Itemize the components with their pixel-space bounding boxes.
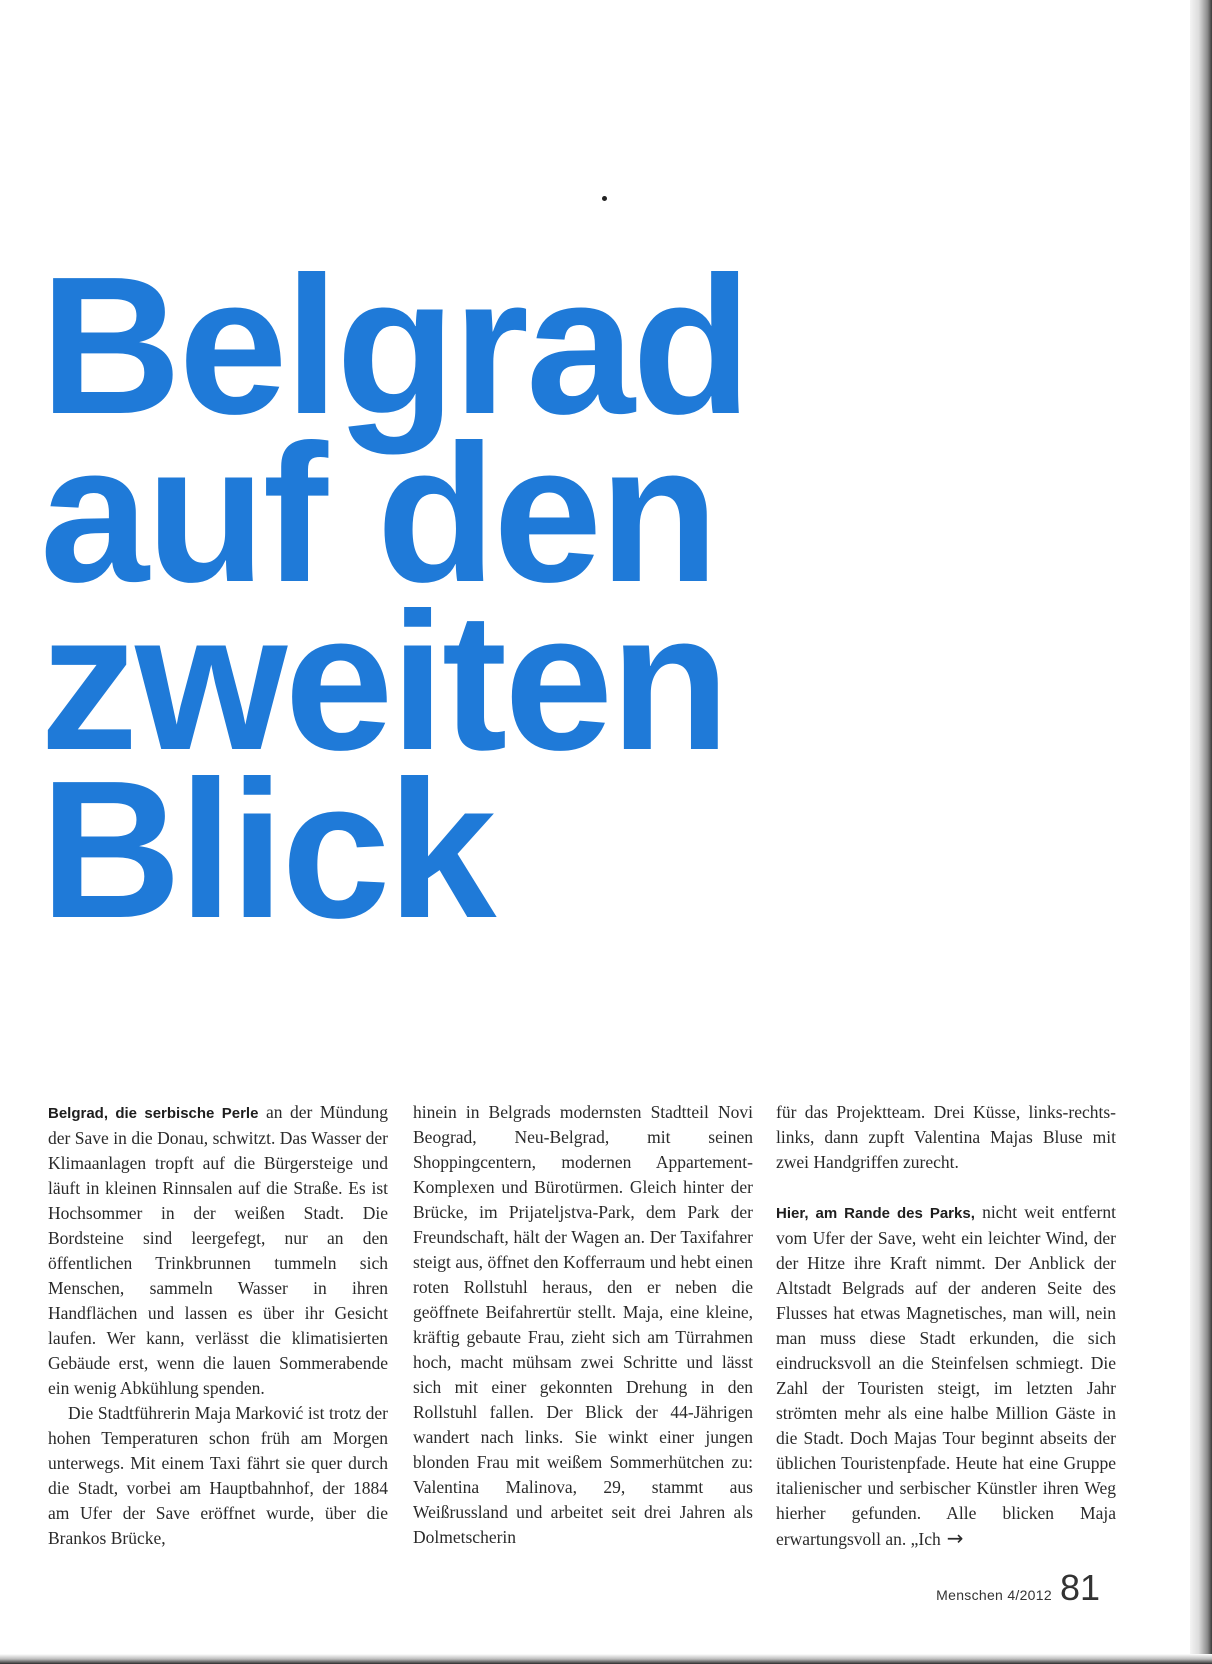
paragraph-text: nicht weit entfernt vom Ufer der Save, weht ein leichter Wind, der der Hitze ihre Kraft nimmt. Der Anblick der Altstadt Belgrads auf der anderen Seite des Flusses hat etwas Magnetisches, man will, nein man muss diese Stadt erkunden, die sich eindrucksvoll an die Steinfelsen schmiegt. Die Zahl der Touristen steigt, im letzten Jahr strömten mehr als eine halbe Million Gäste in die Stadt. Doch Majas Tour beginnt abseits der üblichen Touristenpfade. Heute hat eine Gruppe italienischer und serbischer Künstler ihren Weg hierher gefunden. Alle blicken Maja erwartungsvoll an. „Ich bbox=[776, 1202, 1116, 1549]
article-column-3 bbox=[776, 1100, 1116, 1552]
article-paragraph: für das Projektteam. Drei Küsse, links-rechts-links, dann zupft Valentina Majas Bluse mit zwei Handgriffen zurecht. bbox=[776, 1102, 1116, 1172]
page-edge-shadow-bottom bbox=[0, 1654, 1212, 1664]
headline-line-3: zweiten bbox=[40, 572, 727, 791]
paragraph-lead-in: Hier, am Rande des Parks, bbox=[776, 1205, 975, 1222]
article-body bbox=[48, 1100, 1116, 1570]
print-speck bbox=[602, 196, 607, 201]
article-paragraph: hinein in Belgrads modernsten Stadtteil Novi Beograd, Neu-Belgrad, mit seinen Shoppingcentern, modernen Appartement-Komplexen und Bürotürmen. Gleich hinter der Brücke, im Prijateljstva-Park, dem Park der Freundschaft, hält der Wagen an. Der Taxifahrer steigt aus, öffnet den Kofferraum und hebt einen roten Rollstuhl heraus, den er neben die geöffnete Beifahrertür stellt. Maja, eine kleine, kräftig gebaute Frau, zieht sich am Türrahmen hoch, macht mühsam zwei Schritte und lässt sich mit einer gekonnten Drehung in den Rollstuhl fallen. Der Blick der 44-Jährigen wandert nach links. Sie winkt einer jungen blonden Frau mit weißem Sommerhütchen zu: Valentina Malinova, 29, stammt aus Weißrussland und arbeitet seit drei Jahren als Dolmetscherin bbox=[413, 1102, 753, 1547]
headline-line-1: Belgrad bbox=[40, 236, 749, 455]
issue-label: Menschen 4/2012 bbox=[936, 1587, 1052, 1603]
headline-line-2: auf den bbox=[40, 404, 716, 623]
page-edge-shadow-right bbox=[1190, 0, 1212, 1664]
page-number: 81 bbox=[1059, 1567, 1100, 1608]
article-column-2 bbox=[413, 1100, 753, 1550]
article-column-1 bbox=[48, 1100, 388, 1551]
paragraph-lead-in: Belgrad, die serbische Perle bbox=[48, 1105, 259, 1122]
arrow-right-icon: → bbox=[946, 1526, 964, 1550]
headline-line-4: Blick bbox=[40, 740, 494, 959]
page-footer bbox=[936, 1567, 1100, 1608]
paragraph-text: an der Mündung der Save in die Donau, schwitzt. Das Wasser der Klimaanlagen tropft auf die Bürgersteige und läuft in kleinen Rinnsalen auf die Straße. Es ist Hochsommer in der weißen Stadt. Die Bordsteine sind leergefegt, nur an den öffentlichen Trinkbrunnen tummeln sich Menschen, sammeln Wasser in ihren Handflächen und lassen es über ihr Gesicht laufen. Wer kann, verlässt die klimatisierten Gebäude erst, wenn die lauen Sommerabende ein wenig Abkühlung spenden. bbox=[48, 1102, 388, 1398]
headline bbox=[40, 236, 749, 959]
article-paragraph bbox=[776, 1200, 1116, 1552]
article-paragraph bbox=[48, 1100, 388, 1401]
article-paragraph: Die Stadtführerin Maja Marković ist trotz der hohen Temperaturen schon früh am Morgen unterwegs. Mit einem Taxi fährt sie quer durch die Stadt, vorbei am Hauptbahnhof, der 1884 am Ufer der Save eröffnet wurde, über die Brankos Brücke, bbox=[48, 1403, 388, 1548]
